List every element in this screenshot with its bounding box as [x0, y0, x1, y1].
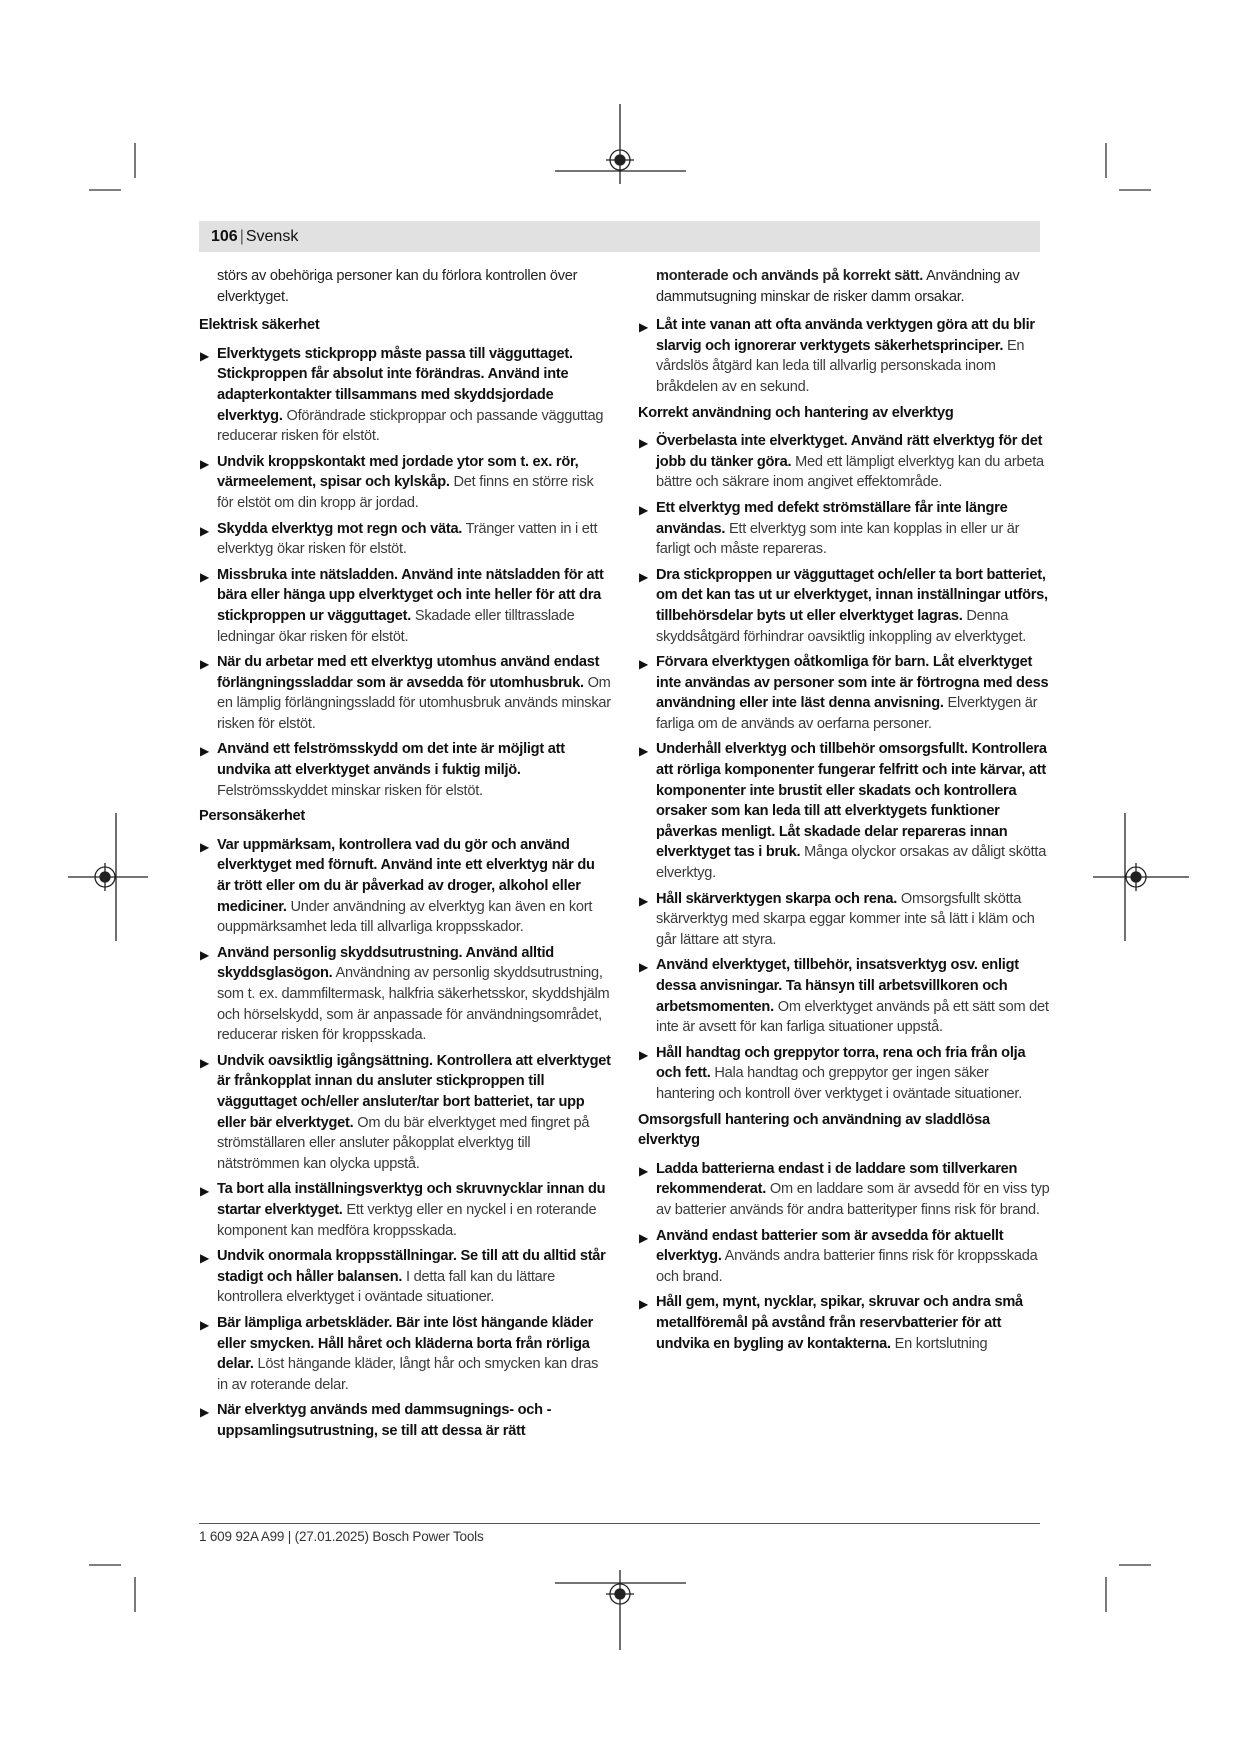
instruction-text: Oförändrade stickproppar och passande vägguttag reducerar risken för elstöt. [217, 407, 604, 445]
section-heading: Personsäkerhet [199, 808, 306, 825]
bullet-arrow-icon: ▶ [200, 1184, 209, 1199]
instruction-bold: Ladda batterierna endast i de laddare som tillverkaren rekommenderat. [656, 1160, 1018, 1198]
continuation-bold: monterade och används på korrekt sätt. [656, 268, 924, 284]
bullet-arrow-icon: ▶ [639, 1047, 648, 1062]
instruction-text: Under användning av elverktyg kan även en kort ouppmärksamhet leda till allvarliga kroppsskador. [217, 898, 593, 936]
instruction-bold: Förvara elverktygen oåtkomliga för barn. Låt elverktyget inte användas av personer som inte är förtrogna med dess användning eller inte läst denna anvisning. [656, 654, 1049, 712]
bullet-arrow-icon: ▶ [639, 502, 648, 517]
instruction-text: Löst hängande kläder, långt hår och smycken kan dras in av roterande delar. [217, 1356, 599, 1393]
instruction-bold: Håll handtag och greppytor torra, rena och fria från olja och fett. [656, 1044, 1026, 1082]
instruction-bold: Elverktygets stickpropp måste passa till vägguttaget. Stickproppen får absolut inte förändras. Använd inte adapterkontakter tillsammans med skyddsjordade elverktyg. [217, 345, 573, 424]
footer-rule [199, 1523, 1040, 1524]
instruction-bold: Var uppmärksam, kontrollera vad du gör och använd elverktyget med förnuft. Använd inte ett elverktyg när du är trött eller om du är påverkad av droger, alkohol eller mediciner. [217, 836, 595, 915]
instruction-text: Om en laddare som är avsedd för en viss typ av batterier används för andra batterityper finns risk för brand. [656, 1181, 1050, 1218]
safety-instruction [638, 431, 1050, 493]
page-number: 106 [211, 228, 238, 245]
instruction-bold: Låt inte vanan att ofta använda verktygen göra att du blir slarvig och ignorerar verktygets säkerhetsprinciper. [656, 317, 1035, 354]
bullet-arrow-icon: ▶ [639, 744, 648, 759]
safety-instruction [638, 652, 1050, 734]
safety-instruction [199, 452, 611, 514]
section-heading: Elektrisk säkerhet [199, 317, 320, 334]
instruction-bold: Använd ett felströmsskydd om det inte är möjligt att undvika att elverktyget används i fuktig miljö. [217, 741, 565, 779]
safety-instruction [638, 1043, 1050, 1105]
instruction-bold: Underhåll elverktyg och tillbehör omsorgsfullt. Kontrollera att rörliga komponenter fungerar felfritt och inte kärvar, att komponenter inte brustit eller skadats och kontrollera orsaker som kan leda till att elverktygets funktioner påverkas menligt. Låt skadade delar repareras innan elverktyget tas i bruk. [656, 741, 1047, 861]
registration-target-right [1093, 813, 1189, 941]
bullet-arrow-icon: ▶ [200, 569, 209, 584]
section-heading: Omsorgsfull hantering och användning av sladdlösa elverktyg [638, 1111, 990, 1149]
instruction-bold: Håll gem, mynt, nycklar, spikar, skruvar och andra små metallföremål på avstånd från reservbatterier för att undvika en bygling av kontakterna. [656, 1294, 1023, 1352]
instruction-bold: Undvik kroppskontakt med jordade ytor som t. ex. rör, värmeelement, spisar och kylskåp. [217, 453, 579, 491]
bullet-arrow-icon: ▶ [639, 657, 648, 672]
instruction-text: Om du bär elverktyget med fingret på strömställaren eller ansluter påkopplat elverktyg till nätströmmen kan olycka uppstå. [217, 1114, 590, 1172]
safety-instruction [638, 315, 1050, 397]
instruction-text: Denna skyddsåtgärd förhindrar oavsiktlig inkoppling av elverktyget. [656, 607, 1027, 645]
instruction-bold: Missbruka inte nätsladden. Använd inte nätsladden för att bära eller hänga upp elverktyget och inte heller för att dra stickproppen ur vägguttaget. [217, 566, 604, 624]
instruction-text: Ett verktyg eller en nyckel i en roterande komponent kan medföra kroppsskada. [217, 1201, 597, 1239]
instruction-text: Elverktygen är farliga om de används av oerfarna personer. [656, 695, 1038, 732]
bullet-arrow-icon: ▶ [200, 1055, 209, 1070]
instruction-text: En vårdslös åtgärd kan leda till allvarlig personskada inom bråkdelen av en sekund. [656, 337, 1025, 395]
safety-instruction [199, 1313, 611, 1395]
bullet-arrow-icon: ▶ [639, 1297, 648, 1312]
safety-instruction [638, 739, 1050, 883]
instruction-bold: Använd personlig skyddsutrustning. Använd alltid skyddsglasögon. [217, 944, 554, 982]
safety-instruction [638, 1292, 1050, 1354]
instruction-text: En kortslutning [894, 1335, 988, 1352]
instruction-bold: Undvik oavsiktlig igångsättning. Kontrollera att elverktyget är frånkopplat innan du ansluter stickproppen till vägguttaget och/eller ansluter/tar bort batteriet, tar upp eller bär elverktyget. [217, 1052, 611, 1131]
safety-instruction [199, 565, 611, 647]
safety-instruction [638, 498, 1050, 560]
registration-target-left [68, 813, 148, 941]
safety-instruction [199, 739, 611, 801]
instruction-text: Tränger vatten in i ett elverktyg ökar risken för elstöt. [217, 520, 598, 558]
instruction-text: Hala handtag och greppytor ger ingen säker hantering och kontroll över verktyget i oväntade situationer. [656, 1065, 1023, 1102]
safety-instruction [638, 1226, 1050, 1288]
instruction-text: I detta fall kan du lättare kontrollera elverktyget i oväntade situationer. [217, 1268, 556, 1306]
instruction-text: Om en lämplig förlängningssladd för utomhusbruk används minskar risken för elstöt. [217, 674, 611, 732]
safety-instruction [638, 889, 1050, 951]
bullet-arrow-icon: ▶ [200, 657, 209, 672]
bullet-arrow-icon: ▶ [639, 320, 648, 335]
bullet-arrow-icon: ▶ [200, 348, 209, 363]
safety-instruction [199, 1179, 611, 1241]
bullet-arrow-icon: ▶ [200, 1405, 209, 1420]
safety-instruction [638, 1159, 1050, 1221]
instruction-text: Användning av personlig skyddsutrustning, som t. ex. dammfiltermask, halkfria säkerhetsskor, skyddshjälm och hörselskydd, som är anpassade för användningsområdet, reducerar risken för kroppsskada. [217, 965, 610, 1044]
instruction-bold: Ett elverktyg med defekt strömställare får inte längre användas. [656, 499, 1008, 537]
safety-instruction [199, 1400, 611, 1441]
safety-instruction [199, 652, 611, 734]
instruction-bold: Skydda elverktyg mot regn och väta. [217, 520, 463, 537]
instruction-bold: Undvik onormala kroppsställningar. Se till att du alltid står stadigt och håller balansen. [217, 1248, 606, 1285]
header-language: Svensk [245, 228, 299, 245]
right-column [638, 266, 1050, 1359]
continuation-text: störs av obehöriga personer kan du förlora kontrollen över elverktyget. [217, 268, 578, 305]
section-heading: Korrekt användning och hantering av elverktyg [638, 404, 954, 421]
bullet-arrow-icon: ▶ [639, 1163, 648, 1178]
safety-instruction [199, 1246, 611, 1308]
continuation-text [656, 266, 1050, 307]
instruction-bold: Ta bort alla inställningsverktyg och skruvnycklar innan du startar elverktyget. [217, 1181, 606, 1218]
instruction-text: Det finns en större risk för elstöt om din kropp är jordad. [217, 474, 594, 511]
instruction-text: Många olyckor orsakas av dåligt skötta elverktyg. [656, 844, 1047, 882]
instruction-bold: Bär lämpliga arbetskläder. Bär inte löst hängande kläder eller smycken. Håll håret och kläderna borta från rörliga delar. [217, 1314, 594, 1373]
instruction-text: Skadade eller tilltrasslade ledningar ökar risken för elstöt. [217, 607, 575, 645]
header-separator: | [239, 228, 244, 245]
instruction-bold: Använd elverktyget, tillbehör, insatsverktyg osv. enligt dessa anvisningar. Ta hänsyn till arbetsvillkoren och arbetsmomenten. [656, 957, 1019, 1015]
instruction-text: Om elverktyget används på ett sätt som det inte är avsett för kan farliga situationer uppstå. [656, 998, 1049, 1036]
instruction-text: Används andra batterier finns risk för kroppsskada och brand. [656, 1248, 1038, 1285]
instruction-bold: Använd endast batterier som är avsedda för aktuellt elverktyg. [656, 1227, 1004, 1265]
instruction-text: Med ett lämpligt elverktyg kan du arbeta bättre och säkrare inom angivet effektområde. [656, 453, 1044, 491]
instruction-bold: Dra stickproppen ur vägguttaget och/eller ta bort batteriet, om det kan tas ut ur elverktyget, innan inställningar utförs, tillbehörsdelar byts ut eller elverktyget lagras. [656, 566, 1048, 624]
bullet-arrow-icon: ▶ [639, 436, 648, 451]
instruction-bold: När elverktyg används med dammsugnings- och -uppsamlingsutrustning, se till att dessa är rätt [217, 1402, 552, 1439]
bullet-arrow-icon: ▶ [200, 1317, 209, 1332]
bullet-arrow-icon: ▶ [639, 960, 648, 975]
instruction-text: Ett elverktyg som inte kan kopplas in eller ur är farligt och måste repareras. [656, 520, 1020, 558]
bullet-arrow-icon: ▶ [200, 744, 209, 759]
instruction-text: Felströmsskyddet minskar risken för elstöt. [217, 782, 483, 799]
instruction-bold: När du arbetar med ett elverktyg utomhus använd endast förlängningssladdar som är avsedda för utomhusbruk. [217, 654, 600, 691]
instruction-text: Omsorgsfullt skötta skärverktyg med skarpa eggar kommer inte så lätt i kläm och går lättare att styra. [656, 890, 1035, 948]
safety-instruction [199, 835, 611, 938]
bullet-arrow-icon: ▶ [200, 456, 209, 471]
registration-target-top [555, 104, 686, 184]
bullet-arrow-icon: ▶ [200, 1251, 209, 1266]
bullet-arrow-icon: ▶ [200, 839, 209, 854]
left-column [199, 266, 611, 1446]
instruction-bold: Överbelasta inte elverktyget. Använd rätt elverktyg för det jobb du tänker göra. [656, 433, 1043, 470]
safety-instruction [199, 519, 611, 560]
safety-instruction [199, 943, 611, 1046]
bullet-arrow-icon: ▶ [200, 523, 209, 538]
bullet-arrow-icon: ▶ [639, 893, 648, 908]
bullet-arrow-icon: ▶ [639, 1230, 648, 1245]
bullet-arrow-icon: ▶ [639, 569, 648, 584]
safety-instruction [199, 344, 611, 447]
bullet-arrow-icon: ▶ [200, 947, 209, 962]
page-footer: 1 609 92A A99 | (27.01.2025) Bosch Power Tools [199, 1529, 484, 1544]
registration-target-bottom [555, 1570, 686, 1650]
safety-instruction [199, 1051, 611, 1175]
page-header [199, 221, 1040, 252]
instruction-bold: Håll skärverktygen skarpa och rena. [656, 890, 898, 907]
safety-instruction [638, 565, 1050, 647]
safety-instruction [638, 955, 1050, 1037]
continuation-normal: Användning av dammutsugning minskar de risker damm orsakar. [656, 268, 1020, 305]
